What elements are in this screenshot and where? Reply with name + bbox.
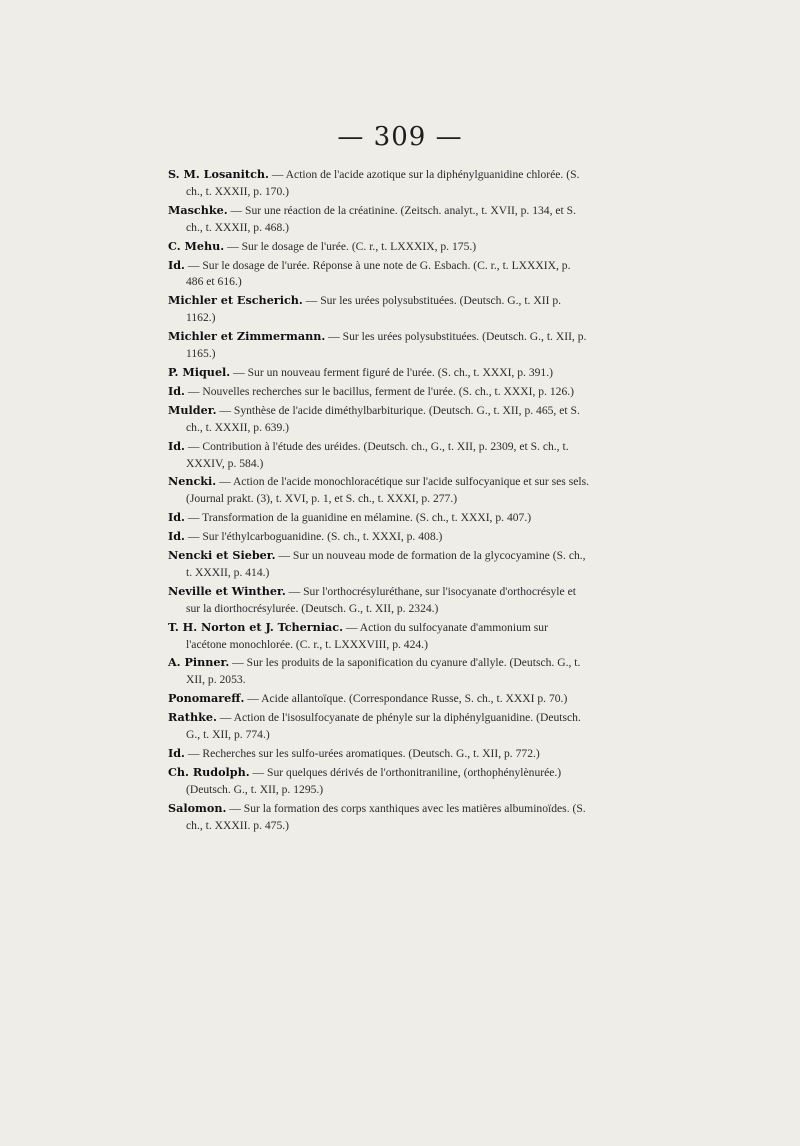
bibliography-entry bbox=[168, 745, 590, 763]
bibliography-entry bbox=[168, 328, 590, 363]
entry-author: Rathke. bbox=[168, 710, 217, 725]
entry-author: Nencki et Sieber. bbox=[168, 548, 276, 563]
entry-text: — Nouvelles recherches sur le bacillus, ferment de l'urée. (S. ch., t. XXXI, p. 126.) bbox=[184, 384, 575, 398]
bibliography-entry bbox=[168, 547, 590, 582]
bibliography-entry bbox=[168, 292, 590, 327]
entry-author: Maschke. bbox=[168, 202, 228, 217]
bibliography-entry bbox=[168, 800, 590, 835]
entry-author: Id. bbox=[168, 257, 185, 272]
entry-author: Michler et Zimmermann. bbox=[168, 329, 326, 344]
bibliography-entry bbox=[168, 764, 590, 799]
entry-author: Nencki. bbox=[168, 474, 217, 489]
entry-text: — Sur l'orthocrésyluréthane, sur l'isocyanate d'orthocrésyle et sur la diorthocrésylurée. (Deutsch. G., t. XII, p. 2324.) bbox=[186, 584, 576, 615]
entry-text: — Sur les urées polysubstituées. (Deutsch. G., t. XII p. 1162.) bbox=[186, 294, 562, 325]
bibliography-entry bbox=[168, 473, 590, 508]
bibliography-entry bbox=[168, 709, 590, 744]
entry-author: Ponomareff. bbox=[168, 691, 245, 706]
bibliography-entry bbox=[168, 654, 590, 689]
entry-author: Ch. Rudolph. bbox=[168, 764, 250, 779]
bibliography-entry bbox=[168, 509, 590, 527]
entry-text: — Action du sulfocyanate d'ammonium sur l'acétone monochlorée. (C. r., t. LXXXVIII, p. 424.) bbox=[186, 620, 548, 651]
bibliography-entry bbox=[168, 364, 590, 382]
entry-text: — Sur quelques dérivés de l'orthonitraniline, (orthophénylènurée.) (Deutsch. G., t. XII, p. 1295.) bbox=[186, 765, 562, 796]
entry-text: — Action de l'acide azotique sur la diphénylguanidine chlorée. (S. ch., t. XXXII, p. 170.) bbox=[186, 168, 580, 198]
entry-author: Neville et Winther. bbox=[168, 583, 286, 598]
entry-text: — Sur la formation des corps xanthiques avec les matières albuminoïdes. (S. ch., t. XXXII. p. 475.) bbox=[186, 801, 586, 832]
entry-text: — Sur une réaction de la créatinine. (Zeitsch. analyt., t. XVII, p. 134, et S. ch., t. XXXII, p. 468.) bbox=[186, 203, 577, 234]
bibliography-entry bbox=[168, 690, 590, 708]
entry-author: Id. bbox=[168, 746, 185, 760]
entry-author: Michler et Escherich. bbox=[168, 293, 303, 308]
bibliography-list bbox=[168, 166, 590, 836]
entry-author: P. Miquel. bbox=[168, 364, 231, 379]
bibliography-entry bbox=[168, 383, 590, 401]
entry-text: — Sur les urées polysubstituées. (Deutsch. G., t. XII, p. 1165.) bbox=[186, 330, 587, 361]
entry-text: — Sur le dosage de l'urée. Réponse à une note de G. Esbach. (C. r., t. LXXXIX, p. 486 et 616.) bbox=[184, 258, 571, 289]
bibliography-entry bbox=[168, 257, 590, 292]
entry-author: Id. bbox=[168, 510, 185, 525]
bibliography-entry bbox=[168, 438, 590, 473]
entry-author: S. M. Losanitch. bbox=[168, 167, 269, 181]
entry-text: — Transformation de la guanidine en mélamine. (S. ch., t. XXXI, p. 407.) bbox=[184, 511, 532, 525]
entry-author: A. Pinner. bbox=[168, 655, 230, 670]
entry-author: Id. bbox=[168, 438, 185, 453]
bibliography-entry bbox=[168, 202, 590, 237]
entry-author: Salomon. bbox=[168, 800, 227, 815]
entry-text: — Acide allantoïque. (Correspondance Russe, S. ch., t. XXXI p. 70.) bbox=[244, 692, 568, 706]
entry-text: — Sur un nouveau ferment figuré de l'urée. (S. ch., t. XXXI, p. 391.) bbox=[230, 365, 553, 379]
entry-author: Id. bbox=[168, 383, 185, 398]
page-number: — 309 — bbox=[337, 122, 463, 152]
entry-text: — Recherches sur les sulfo-urées aromatiques. (Deutsch. G., t. XII, p. 772.) bbox=[184, 747, 540, 760]
bibliography-entry bbox=[168, 238, 590, 256]
entry-text: — Action de l'isosulfocyanate de phényle sur la diphénylguanidine. (Deutsch. G., t. XII, p. 774.) bbox=[186, 711, 581, 742]
entry-text: — Synthèse de l'acide diméthylbarbiturique. (Deutsch. G., t. XII, p. 465, et S. ch., t. XXXII, p. 639.) bbox=[186, 403, 580, 434]
bibliography-entry bbox=[168, 402, 590, 437]
entry-text: — Sur l'éthylcarboguanidine. (S. ch., t. XXXI, p. 408.) bbox=[184, 530, 443, 544]
entry-author: Id. bbox=[168, 529, 185, 544]
entry-text: — Sur les produits de la saponification du cyanure d'allyle. (Deutsch. G., t. XII, p. 2053. bbox=[186, 656, 581, 687]
entry-text: — Action de l'acide monochloracétique sur l'acide sulfocyanique et sur ses sels. (Journal prakt. (3), t. XVI, p. 1, et S. ch., t. XXXI, p. 277.) bbox=[186, 475, 589, 506]
bibliography-entry bbox=[168, 528, 590, 546]
bibliography-entry bbox=[168, 583, 590, 618]
entry-text: — Sur un nouveau mode de formation de la glycocyamine (S. ch., t. XXXII, p. 414.) bbox=[186, 549, 586, 579]
entry-author: C. Mehu. bbox=[168, 238, 225, 253]
entry-text: — Sur le dosage de l'urée. (C. r., t. LXXXIX, p. 175.) bbox=[224, 239, 477, 253]
entry-author: Mulder. bbox=[168, 402, 217, 417]
bibliography-entry bbox=[168, 166, 590, 201]
entry-author: T. H. Norton et J. Tcherniac. bbox=[168, 619, 344, 634]
entry-text: — Contribution à l'étude des uréides. (Deutsch. ch., G., t. XII, p. 2309, et S. ch., t. XXXIV, p. 584.) bbox=[184, 439, 569, 470]
bibliography-entry bbox=[168, 619, 590, 654]
